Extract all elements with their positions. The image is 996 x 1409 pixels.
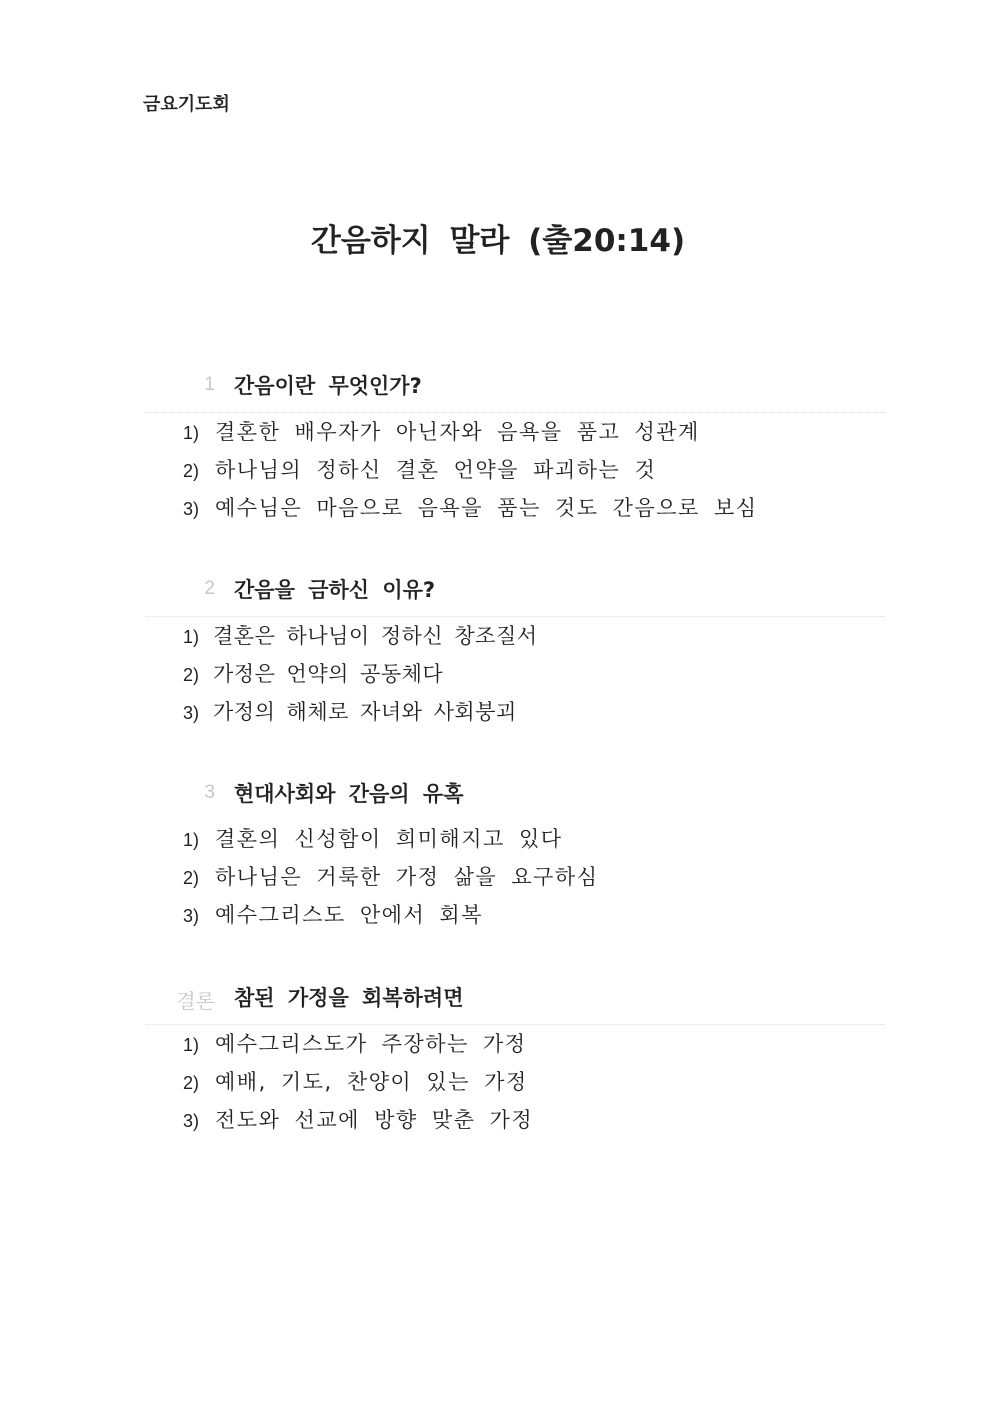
list-item (145, 1025, 885, 1063)
section-items (145, 1025, 885, 1139)
item-number: 2) (183, 665, 200, 685)
item-number: 1) (183, 627, 200, 647)
item-number: 1) (183, 1035, 200, 1055)
item-text: 예수그리스도 안에서 회복 (215, 903, 483, 927)
list-item (145, 617, 885, 655)
list-item (145, 489, 885, 527)
list-item (145, 1101, 885, 1139)
item-text: 하나님의 정하신 결혼 언약을 파괴하는 것 (215, 458, 657, 482)
item-number: 3) (183, 906, 200, 926)
list-item (145, 858, 885, 896)
item-number: 2) (183, 1073, 200, 1093)
section-number: 2 (204, 578, 215, 599)
section-2 (145, 570, 885, 731)
item-text: 가정의 해체로 자녀와 사회붕괴 (213, 700, 517, 724)
section-heading: 참된 가정을 회복하려면 (234, 986, 464, 1010)
item-number: 2) (183, 868, 200, 888)
item-text: 하나님은 거룩한 가정 삶을 요구하심 (215, 865, 599, 889)
item-text: 예수그리스도가 주장하는 가정 (215, 1032, 527, 1056)
section-items (145, 820, 885, 934)
list-item (145, 451, 885, 489)
section-header (145, 774, 885, 820)
section-heading: 간음이란 무엇인가? (234, 374, 422, 398)
section-header (145, 570, 885, 617)
section-items (145, 617, 885, 731)
section-heading: 간음을 금하신 이유? (234, 578, 436, 602)
list-item (145, 413, 885, 451)
item-number: 3) (183, 1111, 200, 1131)
item-text: 예배, 기도, 찬양이 있는 가정 (215, 1070, 528, 1094)
item-text: 가정은 언약의 공동체다 (213, 662, 444, 686)
section-header (145, 978, 885, 1025)
list-item (145, 896, 885, 934)
section-conclusion (145, 978, 885, 1139)
item-number: 1) (183, 423, 200, 443)
item-text: 전도와 선교에 방향 맞춘 가정 (215, 1108, 534, 1132)
list-item (145, 1063, 885, 1101)
list-item (145, 820, 885, 858)
item-text: 예수님은 마음으로 음욕을 품는 것도 간음으로 보심 (215, 496, 758, 520)
section-number: 결론 (176, 991, 215, 1013)
section-number: 3 (204, 782, 215, 803)
page-title: 간음하지 말라 (출20:14) (310, 223, 686, 259)
section-items (145, 413, 885, 527)
header-label: 금요기도회 (143, 94, 230, 115)
item-text: 결혼의 신성함이 희미해지고 있다 (215, 827, 563, 851)
list-item (145, 693, 885, 731)
section-1 (145, 366, 885, 527)
item-number: 2) (183, 461, 200, 481)
list-item (145, 655, 885, 693)
item-text: 결혼은 하나님이 정하신 창조질서 (213, 624, 538, 648)
section-header (145, 366, 885, 413)
section-3 (145, 774, 885, 934)
item-text: 결혼한 배우자가 아닌자와 음욕을 품고 성관계 (215, 420, 700, 444)
item-number: 1) (183, 830, 200, 850)
item-number: 3) (183, 703, 200, 723)
section-heading: 현대사회와 간음의 유혹 (234, 782, 464, 806)
item-number: 3) (183, 499, 200, 519)
section-number: 1 (204, 374, 215, 395)
